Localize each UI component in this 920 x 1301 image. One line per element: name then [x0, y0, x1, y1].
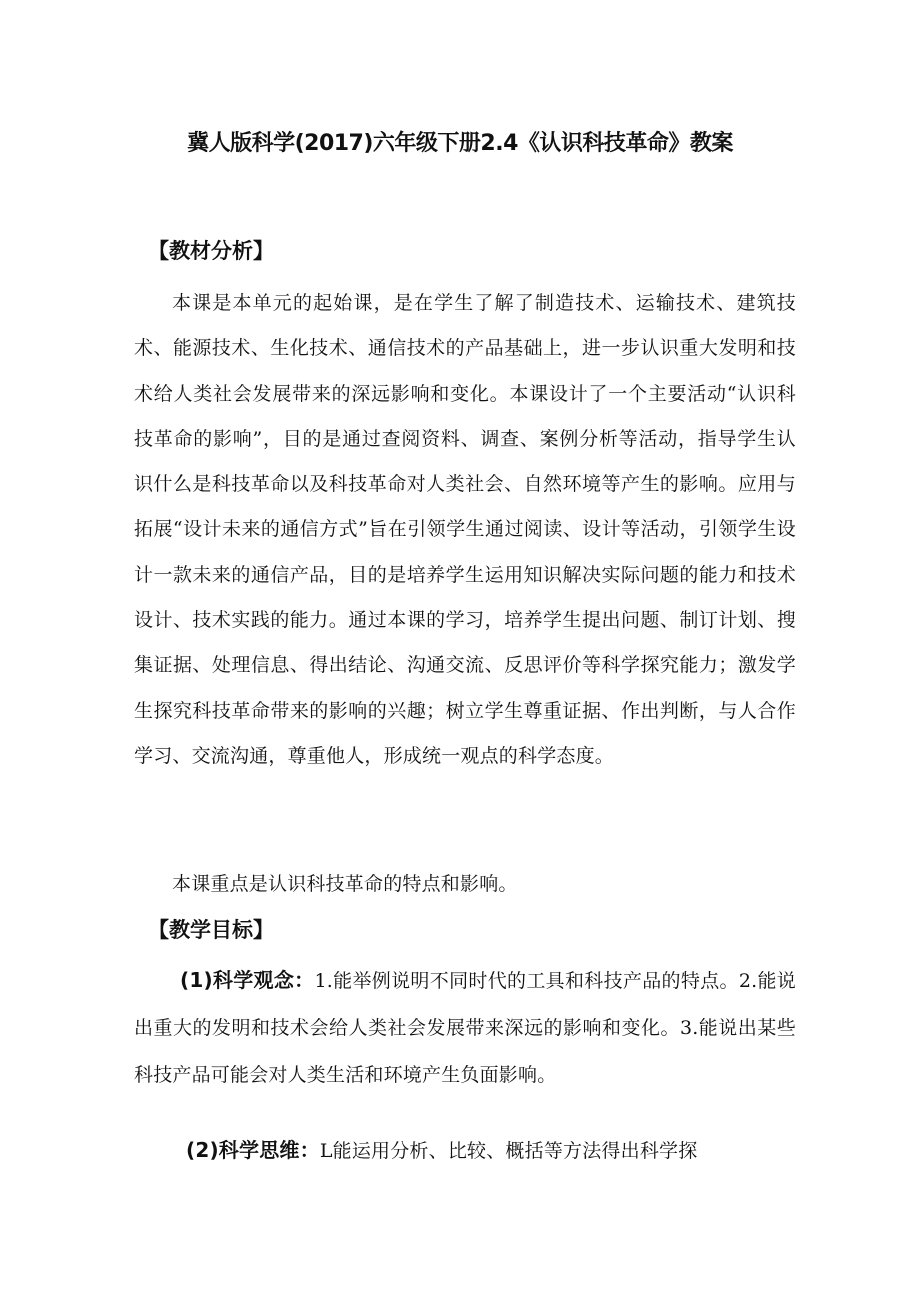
document-title: 冀人版科学(2017)六年级下册2.4《认识科技革命》教案 — [187, 131, 733, 156]
section-heading-goals: 【教学目标】 — [148, 918, 274, 942]
goal-text: L能运用分析、比较、概括等方法得出科学探 — [319, 1140, 698, 1162]
goal-label: (2)科学思维： — [186, 1138, 320, 1162]
analysis-paragraph: 本课是本单元的起始课，是在学生了解了制造技术、运输技术、建筑技术、能源技术、生化技术、通信技术的产品基础上，进一步认识重大发明和技术给人类社会发展带来的深远影响和变化。本课设计了一个主要活动“认识科技革命的影响”，目的是通过查阅资料、调查、案例分析等活动，指导学生认识什么是科技革命以及科技革命对人类社会、自然环境等产生的影响。应用与拓展“设计未来的通信方式”旨在引领学生通过阅读、设计等活动，引领学生设计一款未来的通信产品，目的是培养学生运用知识解决实际问题的能力和技术设计、技术实践的能力。通过本课的学习，培养学生提出问题、制订计划、搜集证据、处理信息、得出结论、沟通交流、反思评价等科学探究能力；激发学生探究科技革命带来的影响的兴趣；树立学生尊重证据、作出判断，与人合作学习、交流沟通，尊重他人，形成统一观点的科学态度。 — [134, 292, 796, 767]
section-heading-analysis: 【教材分析】 — [148, 239, 274, 263]
goal-label: (1)科学观念： — [180, 968, 315, 992]
goal-item-science-thinking — [134, 1127, 796, 1175]
key-point-paragraph: 本课重点是认识科技革命的特点和影响。 — [172, 873, 518, 895]
goal-item-science-concept — [134, 957, 796, 1099]
goal-text: 1.能举例说明不同时代的工具和科技产品的特点。2.能说出重大的发明和技术会给人类社会发展带来深远的影响和变化。3.能说出某些科技产品可能会对人类生活和环境产生负面影响。 — [134, 970, 796, 1086]
